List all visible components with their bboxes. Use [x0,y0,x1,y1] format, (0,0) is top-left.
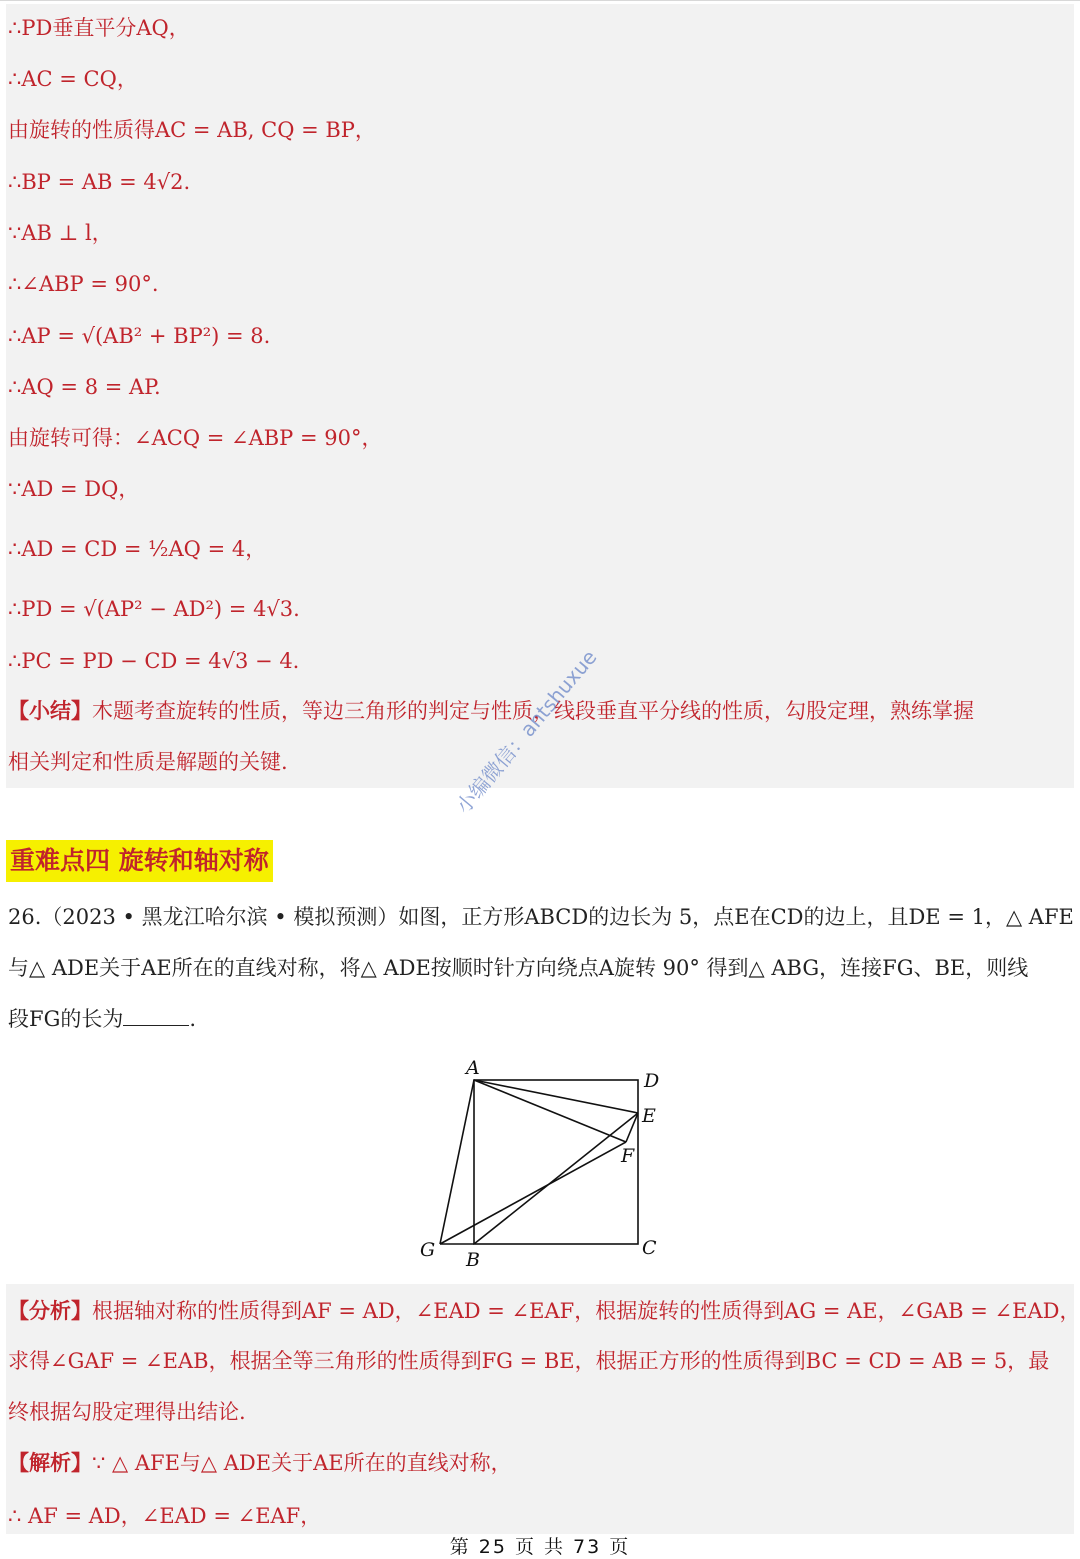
solve-tag: 【解析】 [8,1450,92,1475]
page-number-footer: 第 25 页 共 73 页 [449,1536,631,1558]
question-text: 段FG的长为 [8,1007,124,1031]
solve-line-2: ∴ AF = AD，∠EAD = ∠EAF， [8,1504,322,1528]
segment-be [474,1113,638,1244]
label-g: G [420,1239,436,1261]
solution-line: ∴BP = AB = 4√2. [8,170,191,194]
solution-line: ∴AC = CQ， [8,67,138,91]
analysis-text: 根据轴对称的性质得到AF = AD，∠EAD = ∠EAF，根据旋转的性质得到AG = AE，∠GAB = ∠EAD， [92,1299,1080,1323]
solution-line: ∴AD = CD = ½AQ = 4， [8,537,267,561]
section-heading: 重难点四 旋转和轴对称 [6,840,273,882]
summary-line [8,698,974,724]
question-line: 与△ ADE关于AE所在的直线对称，将△ ADE按顺时针方向绕点A旋转 90° 得到△ ABG，连接FG、BE，则线 [8,956,1029,980]
solution-line: 由旋转可得：∠ACQ = ∠ABP = 90°， [8,426,383,450]
segment-ae [474,1080,638,1113]
analysis-line-3: 终根据勾股定理得出结论. [8,1400,246,1424]
square-abcd [474,1080,638,1244]
summary-line-2: 相关判定和性质是解题的关键. [8,750,288,774]
solution-line: ∴PD垂直平分AQ， [8,16,190,40]
label-d: D [644,1070,660,1092]
solution-line: ∴∠ABP = 90°. [8,272,159,296]
segment-af [474,1080,626,1142]
label-e: E [642,1105,656,1127]
analysis-tag: 【分析】 [8,1298,92,1323]
question-line [8,1006,196,1032]
summary-text: 木题考查旋转的性质，等边三角形的判定与性质，线段垂直平分线的性质，勾股定理，熟练掌握 [92,699,974,723]
question-end: . [189,1007,197,1031]
solution-line: ∴PD = √(AP² − AD²) = 4√3. [8,597,300,621]
label-b: B [466,1249,480,1271]
summary-tag: 【小结】 [8,698,92,723]
segment-gf [440,1142,626,1244]
watermark: 小编微信：antshuxue [451,645,602,818]
top-border [0,0,1080,1]
label-a: A [466,1057,480,1079]
solution-line: ∵AB ⊥ l， [8,221,113,245]
solution-line: ∴AQ = 8 = AP. [8,375,161,399]
segment-ag [440,1080,474,1244]
solve-text: ∵ △ AFE与△ ADE关于AE所在的直线对称， [92,1451,512,1475]
analysis-line-2: 求得∠GAF = ∠EAB，根据全等三角形的性质得到FG = BE，根据正方形的性质得到BC = CD = AB = 5，最 [8,1349,1050,1373]
analysis-line [8,1298,1080,1324]
solution-line: 由旋转的性质得AC = AB, CQ = BP， [8,118,376,142]
question-line: 26.（2023 • 黑龙江哈尔滨 • 模拟预测）如图，正方形ABCD的边长为 5，点E在CD的边上，且DE = 1，△ AFE [8,905,1074,929]
solution-line: ∴PC = PD − CD = 4√3 − 4. [8,649,300,673]
solve-line [8,1450,512,1476]
answer-blank [123,1007,189,1026]
solution-line: ∵AD = DQ， [8,477,140,501]
solution-line: ∴AP = √(AB² + BP²) = 8. [8,324,271,348]
label-c: C [642,1237,657,1259]
label-f: F [621,1145,635,1167]
geometry-figure [410,1052,680,1272]
